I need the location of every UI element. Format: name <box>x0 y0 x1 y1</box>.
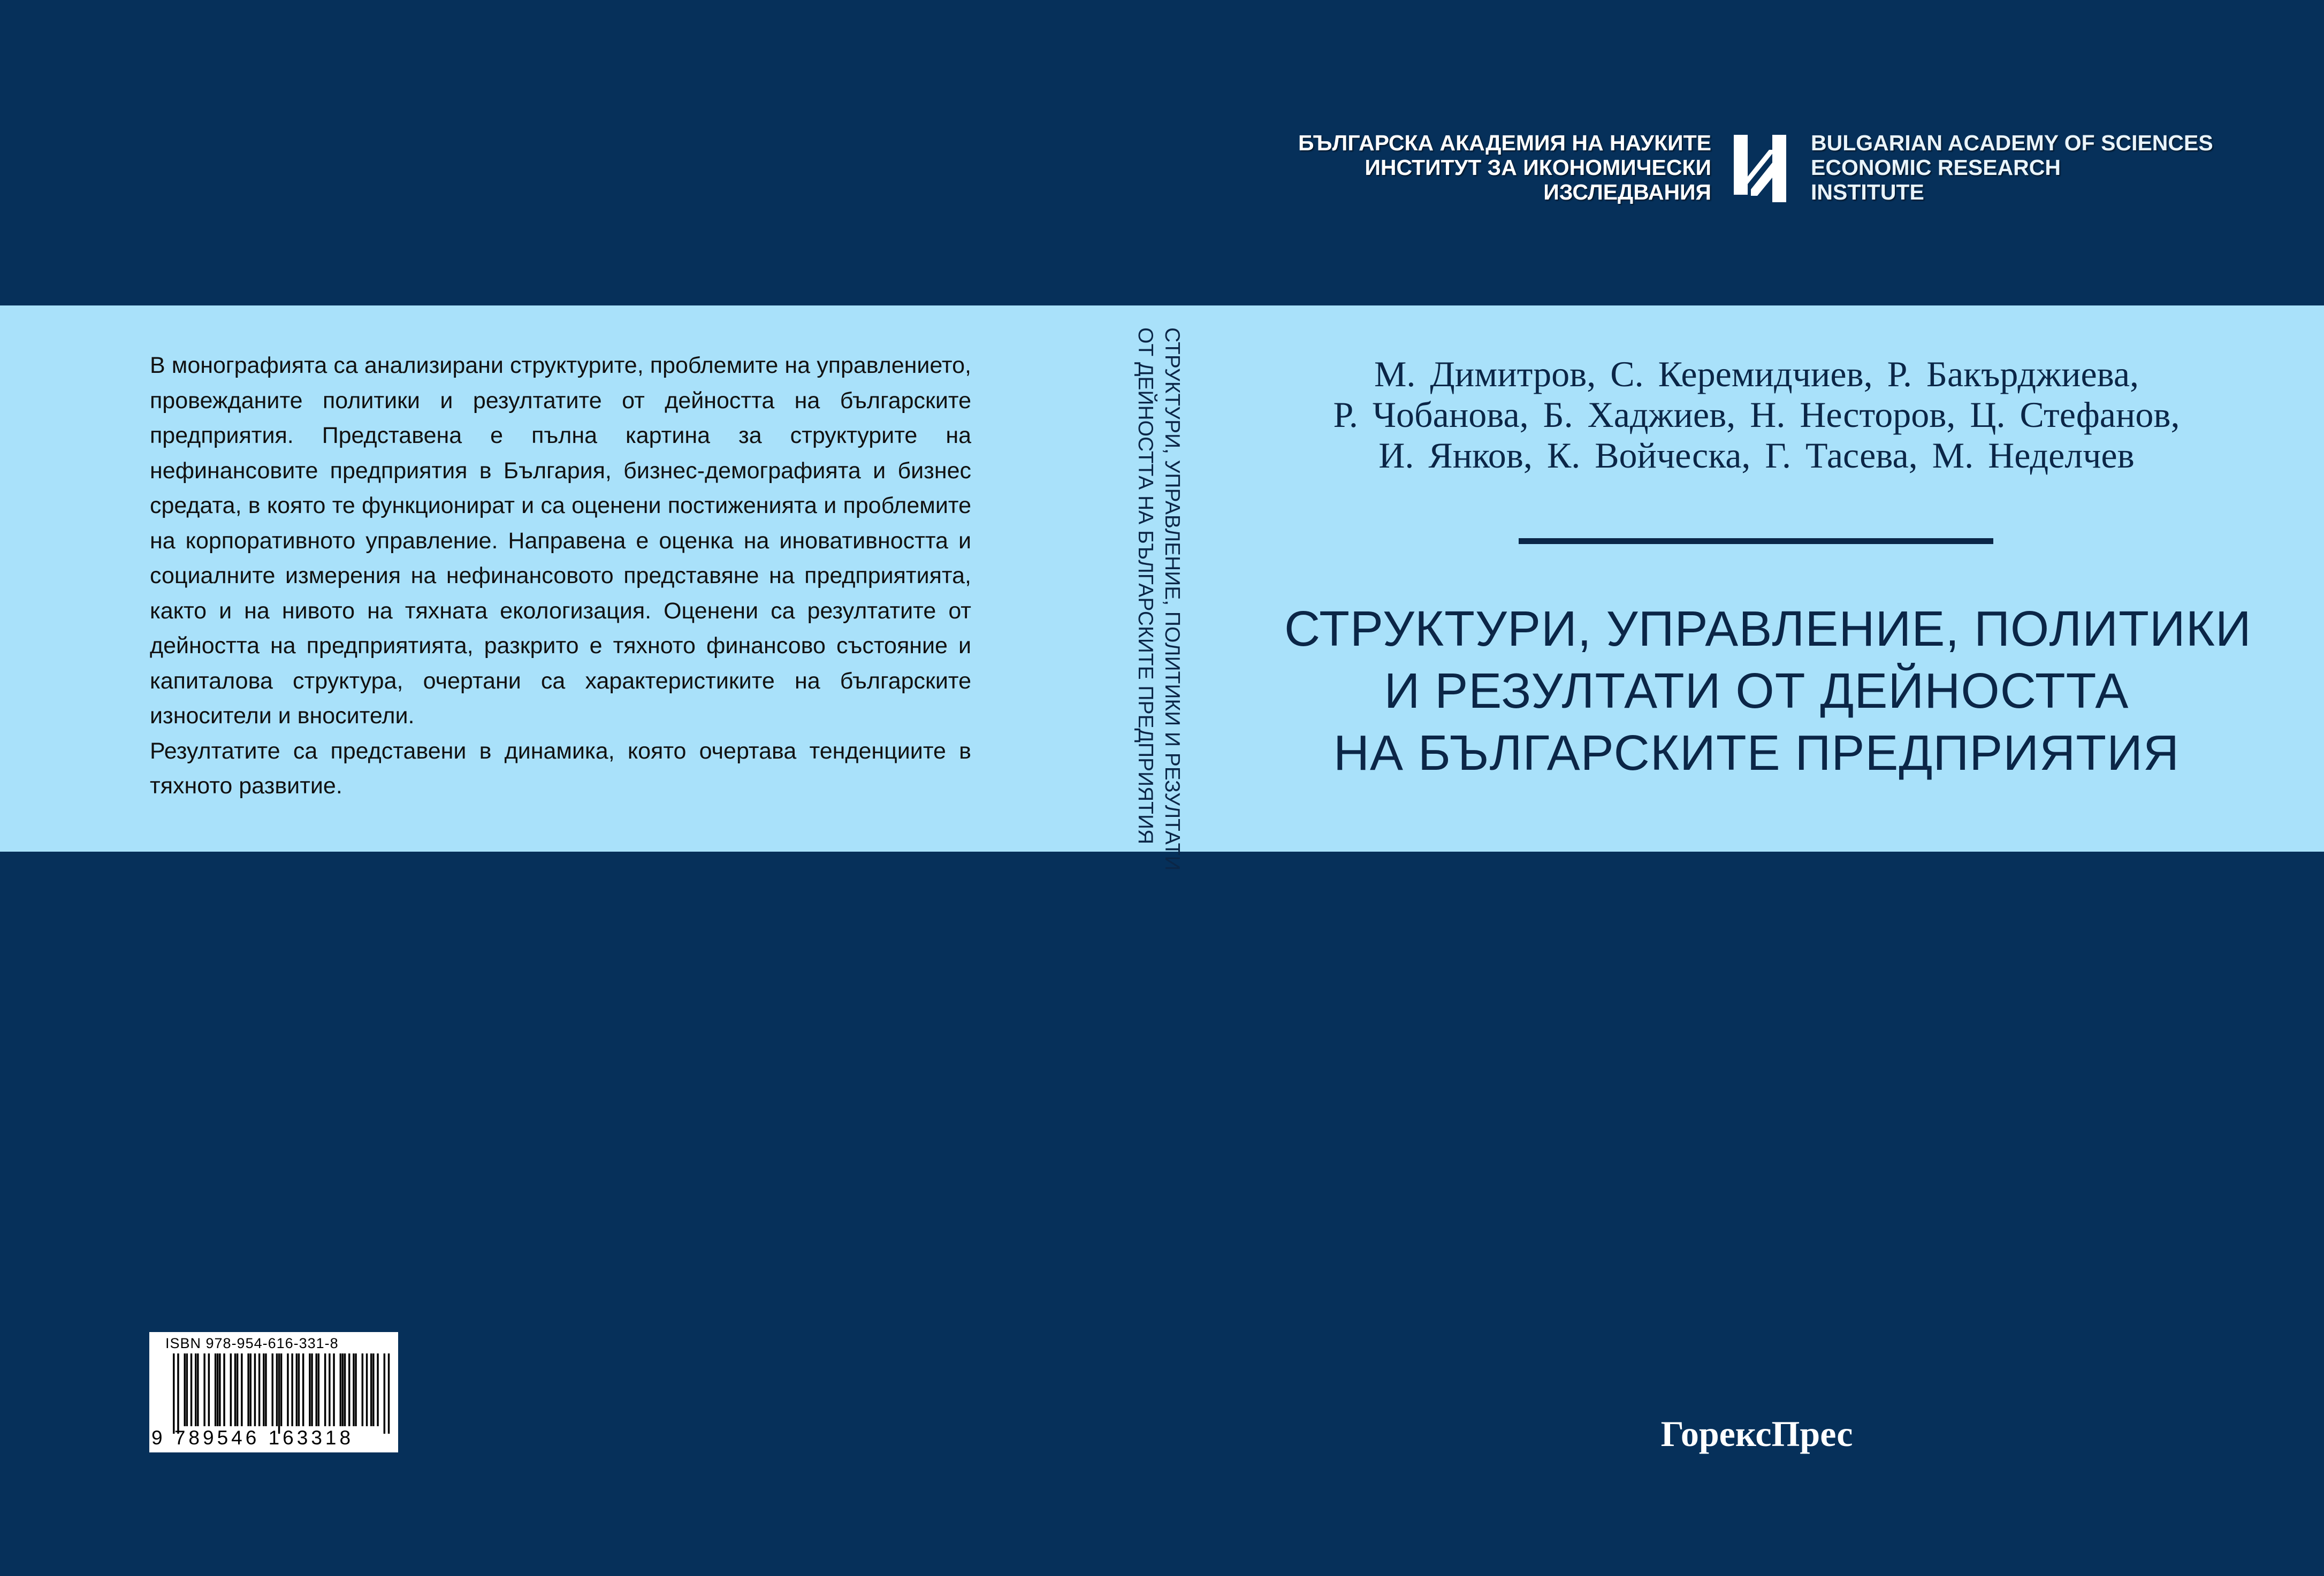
barcode-bar <box>265 1353 266 1426</box>
barcode-bar <box>215 1353 216 1426</box>
ean-digits: 9 789546 163318 <box>151 1427 354 1449</box>
institute-name-bg-line: ИЗСЛЕДВАНИЯ <box>1543 180 1711 204</box>
barcode-bar <box>344 1353 346 1426</box>
barcode-bar <box>276 1353 278 1426</box>
barcode-bar <box>355 1353 356 1426</box>
barcode-bar <box>208 1353 210 1426</box>
barcode-bar <box>197 1353 199 1426</box>
spine-title-line: ОТ ДЕЙНОСТТА НА БЪЛГАРСКИТЕ ПРЕДПРИЯТИЯ <box>1134 327 1157 845</box>
barcode-bar <box>291 1353 293 1426</box>
barcode-bar <box>191 1353 192 1426</box>
barcode-bar <box>258 1353 260 1426</box>
barcode-bar <box>186 1353 188 1426</box>
barcode-bar <box>219 1353 220 1426</box>
barcode-bar <box>247 1353 249 1426</box>
book-title <box>1284 598 2252 784</box>
barcode-bar <box>296 1353 298 1426</box>
isbn-barcode <box>149 1332 398 1452</box>
author-list <box>1284 354 2229 476</box>
barcode-bar <box>324 1353 326 1426</box>
blurb-paragraph: Резултатите са представени в динамика, която очертава тенденциите в тяхното развитие. <box>150 738 971 799</box>
barcode-bar <box>309 1353 310 1426</box>
barcode-bar <box>370 1353 372 1426</box>
barcode-bar <box>241 1353 242 1426</box>
barcode-bar <box>173 1353 174 1434</box>
barcode-bar <box>377 1353 378 1426</box>
barcode-bar <box>384 1353 385 1434</box>
barcode-bar <box>237 1353 238 1426</box>
spine <box>1110 327 1207 871</box>
barcode-bar <box>203 1353 205 1426</box>
barcode-bar <box>278 1353 280 1434</box>
barcode-bar <box>184 1353 186 1426</box>
barcode-bar <box>272 1353 273 1426</box>
barcode-bar <box>254 1353 256 1426</box>
institute-name-en-line: BULGARIAN ACADEMY OF SCIENCES <box>1811 131 2213 155</box>
institute-name-bg-line: ИНСТИТУТ ЗА ИКОНОМИЧЕСКИ <box>1365 155 1711 180</box>
barcode-bar <box>372 1353 374 1426</box>
institute-name-bg-line: БЪЛГАРСКА АКАДЕМИЯ НА НАУКИТЕ <box>1298 131 1711 155</box>
barcode-bar <box>342 1353 344 1426</box>
spine-title-line: СТРУКТУРИ, УПРАВЛЕНИЕ, ПОЛИТИКИ И РЕЗУЛТАТИ <box>1161 327 1184 871</box>
barcode-bar <box>302 1353 304 1426</box>
institute-name-en-line: INSTITUTE <box>1811 180 1924 204</box>
barcode-bar <box>318 1353 319 1426</box>
book-title-line: СТРУКТУРИ, УПРАВЛЕНИЕ, ПОЛИТИКИ <box>1284 601 2252 656</box>
barcode-bar <box>353 1353 354 1426</box>
book-title-line: И РЕЗУЛТАТИ ОТ ДЕЙНОСТТА <box>1384 663 2129 718</box>
institute-name-bg <box>1231 131 1711 204</box>
barcode-bar <box>362 1353 363 1426</box>
barcode-bar <box>388 1353 390 1434</box>
author-line: М. Димитров, С. Керемидчиев, Р. Бакърджиева, <box>1374 354 2139 394</box>
institute-name-en <box>1811 131 2228 204</box>
book-title-line: НА БЪЛГАРСКИТЕ ПРЕДПРИЯТИЯ <box>1333 725 2180 781</box>
barcode-bar <box>298 1353 300 1426</box>
barcode-bar <box>366 1353 368 1426</box>
barcode-bar <box>223 1353 225 1426</box>
barcode-bar <box>263 1353 264 1426</box>
barcode-bar <box>329 1353 330 1426</box>
institute-logo-icon <box>1724 133 1796 204</box>
barcode-bar <box>316 1353 317 1426</box>
barcode-bar <box>280 1353 282 1426</box>
barcode-bar <box>195 1353 196 1426</box>
barcode-bar <box>217 1353 218 1426</box>
blurb-paragraph: В монографията са анализирани структурите, проблемите на управлението, провежданите политики и резултатите от дейността на българските предприятия. Представена е пълна картина за структурите на нефинансовите предприятия в България, бизнес-демографията и бизнес средата, в която те функционират и са оценени постиженията и проблемите на корпоративното управление. Направена е оценка на иновативността и социалните измерения на нефинансовото представяне на предприятията, както и на нивото на тяхната екологизация. Оценени са резултатите от дейността на предприятията, разкрито е тяхното финансово състояние и капиталова структура, очертани са характеристиките на българските износители и вносители. <box>150 353 971 729</box>
spine-title <box>1132 327 1185 871</box>
barcode-bar <box>230 1353 232 1426</box>
barcode-bar <box>287 1353 288 1426</box>
barcode-bar <box>234 1353 236 1426</box>
author-line: Р. Чобанова, Б. Хаджиев, Н. Несторов, Ц. Стефанов, <box>1333 394 2180 435</box>
back-cover-blurb <box>150 348 971 804</box>
title-divider <box>1519 538 1993 544</box>
institute-name-en-line: ECONOMIC RESEARCH <box>1811 155 2061 180</box>
barcode-bar <box>177 1353 179 1434</box>
barcode-bar <box>348 1353 350 1426</box>
barcode-bar <box>311 1353 313 1426</box>
barcode-bar <box>340 1353 341 1426</box>
barcode-bar <box>250 1353 252 1426</box>
author-line: И. Янков, К. Войческа, Г. Тасева, М. Неделчев <box>1378 435 2135 476</box>
publisher-name: ГорексПрес <box>1660 1413 1853 1454</box>
barcode-bar <box>333 1353 334 1426</box>
isbn-label: ISBN 978-954-616-331-8 <box>165 1335 339 1351</box>
